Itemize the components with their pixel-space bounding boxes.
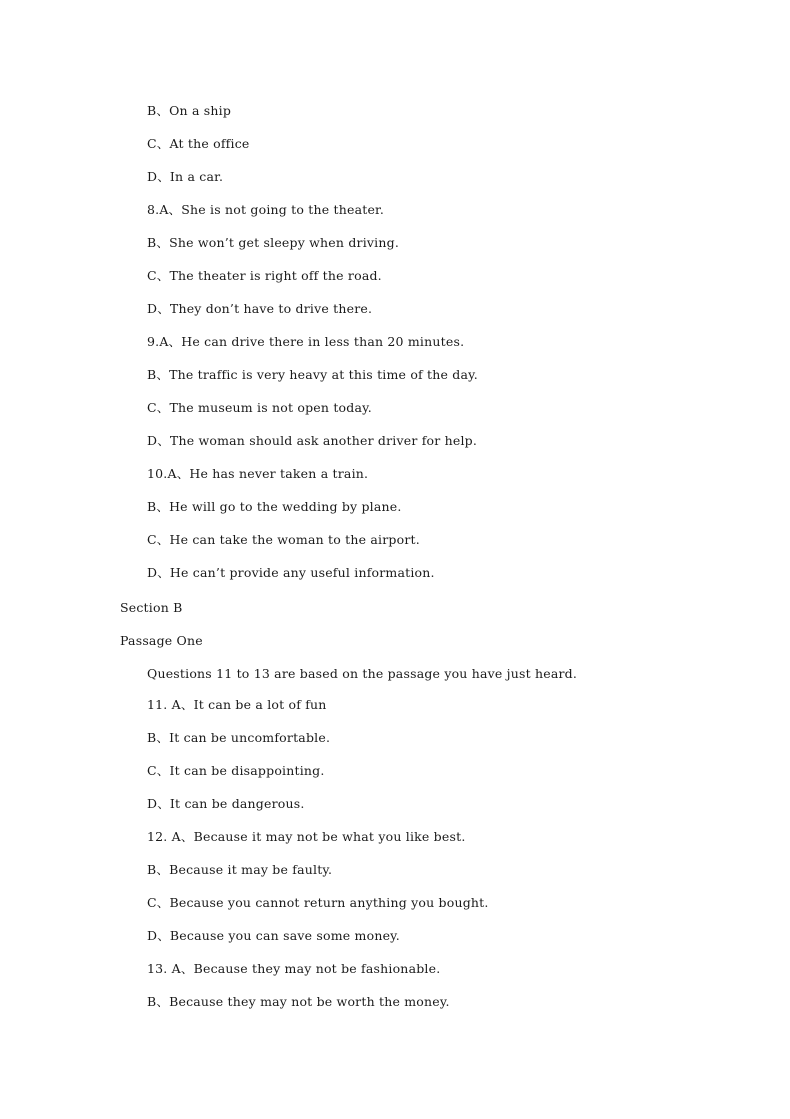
- option-7c: C、At the office: [147, 136, 250, 151]
- option-10d: D、He can’t provide any useful information.: [147, 565, 435, 580]
- option-10c: C、He can take the woman to the airport.: [147, 532, 420, 547]
- passage-heading: Passage One: [120, 633, 203, 648]
- option-12c: C、Because you cannot return anything you bought.: [147, 895, 489, 910]
- option-12d: D、Because you can save some money.: [147, 928, 400, 943]
- option-9c: C、The museum is not open today.: [147, 400, 372, 415]
- option-7d: D、In a car.: [147, 169, 224, 184]
- option-10b: B、He will go to the wedding by plane.: [147, 499, 402, 514]
- option-8c: C、The theater is right off the road.: [147, 268, 382, 283]
- option-12b: B、Because it may be faulty.: [147, 862, 333, 877]
- option-11b: B、It can be uncomfortable.: [147, 730, 331, 745]
- section-heading: Section B: [120, 600, 183, 615]
- option-9b: B、The traffic is very heavy at this time of the day.: [147, 367, 478, 382]
- question-12-option-a: 12. A、Because it may not be what you like best.: [147, 829, 466, 844]
- option-7b: B、On a ship: [147, 103, 232, 118]
- option-11d: D、It can be dangerous.: [147, 796, 305, 811]
- question-9-option-a: 9.A、He can drive there in less than 20 minutes.: [147, 334, 465, 349]
- option-9d: D、The woman should ask another driver for help.: [147, 433, 478, 448]
- question-11-option-a: 11. A、It can be a lot of fun: [147, 697, 327, 712]
- passage-instructions: Questions 11 to 13 are based on the passage you have just heard.: [147, 666, 578, 681]
- question-8-option-a: 8.A、She is not going to the theater.: [147, 202, 385, 217]
- question-13-option-a: 13. A、Because they may not be fashionable.: [147, 961, 441, 976]
- option-11c: C、It can be disappointing.: [147, 763, 325, 778]
- option-13b: B、Because they may not be worth the money.: [147, 994, 450, 1009]
- question-10-option-a: 10.A、He has never taken a train.: [147, 466, 369, 481]
- option-8d: D、They don’t have to drive there.: [147, 301, 373, 316]
- option-8b: B、She won’t get sleepy when driving.: [147, 235, 399, 250]
